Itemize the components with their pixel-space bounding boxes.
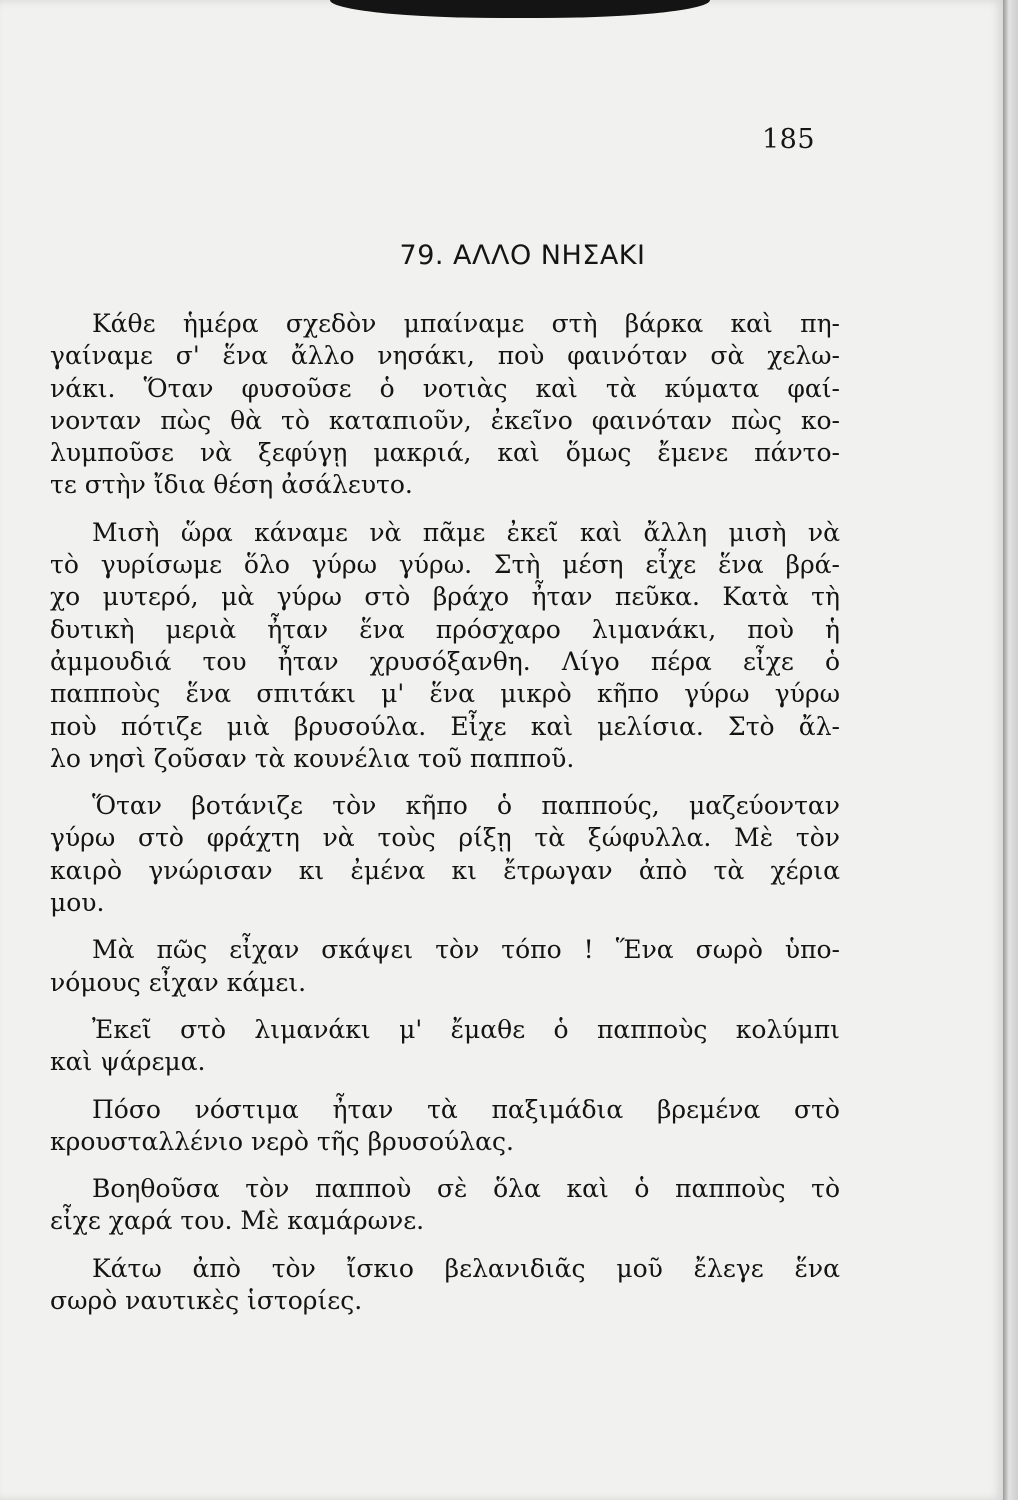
text-line: ἀμμουδιά του ἦταν χρυσόξανθη. Λίγο πέρα εἶχε ὁ (50, 646, 840, 676)
text-line: Ὅταν βοτάνιζε τὸν κῆπο ὁ παππούς, μαζεύονταν (92, 791, 840, 821)
paragraph (50, 1014, 840, 1079)
paragraph (50, 1173, 840, 1238)
text-line: χο μυτερό, μὰ γύρω στὸ βράχο ἦταν πεῦκα. Κατὰ τὴ (50, 582, 840, 612)
paragraph (50, 1253, 840, 1318)
text-line: Ἐκεῖ στὸ λιμανάκι μ' ἔμαθε ὁ παπποὺς κολύμπι (92, 1014, 840, 1044)
text-line: Πόσο νόστιμα ἦταν τὰ παξιμάδια βρεμένα στὸ (92, 1094, 840, 1124)
text-line: Βοηθοῦσα τὸν παπποὺ σὲ ὅλα καὶ ὁ παπποὺς τὸ (92, 1174, 840, 1204)
binding-shadow (330, 0, 710, 18)
text-line: Μισὴ ὥρα κάναμε νὰ πᾶμε ἐκεῖ καὶ ἄλλη μισὴ νὰ (92, 517, 840, 547)
text-line: Κάθε ἡμέρα σχεδὸν μπαίναμε στὴ βάρκα καὶ πη- (92, 309, 840, 338)
text-line: Κάτω ἀπὸ τὸν ἴσκιο βελανιδιᾶς μοῦ ἔλεγε ἕνα (92, 1253, 840, 1283)
text-line: νάκι. Ὅταν φυσοῦσε ὁ νοτιὰς καὶ τὰ κύματα φαί- (50, 373, 840, 403)
text-line: γαίναμε σ' ἕνα ἄλλο νησάκι, ποὺ φαινόταν σὰ χελω- (50, 341, 840, 371)
text-line: νόμους εἶχαν κάμει. (50, 967, 307, 997)
text-line: σωρὸ ναυτικὲς ἱστορίες. (50, 1286, 363, 1316)
text-line: κρουσταλλένιο νερὸ τῆς βρυσούλας. (50, 1126, 514, 1156)
paragraph (50, 308, 840, 502)
text-line: λο νησὶ ζοῦσαν τὰ κουνέλια τοῦ παπποῦ. (50, 743, 575, 773)
text-line: καὶ ψάρεμα. (50, 1047, 206, 1077)
body-text (50, 308, 840, 1332)
text-line: δυτικὴ μεριὰ ἦταν ἕνα πρόσχαρο λιμανάκι, ποὺ ἡ (50, 614, 840, 644)
text-line: ποὺ πότιζε μιὰ βρυσούλα. Εἶχε καὶ μελίσια. Στὸ ἄλ- (50, 711, 840, 741)
text-line: νονταν πὼς θὰ τὸ καταπιοῦν, ἐκεῖνο φαινόταν πὼς κο- (50, 405, 840, 435)
page-number: 185 (762, 124, 816, 155)
paragraph (50, 934, 840, 999)
text-line: λυμποῦσε νὰ ξεφύγῃ μακριά, καὶ ὅμως ἔμενε πάντο- (50, 438, 840, 468)
text-line: γύρω στὸ φράχτη νὰ τοὺς ρίξῃ τὰ ξώφυλλα. Μὲ τὸν (50, 823, 840, 853)
paragraph (50, 790, 840, 919)
page-edge (1003, 0, 1018, 1500)
text-line: τε στὴν ἴδια θέση ἀσάλευτο. (50, 470, 413, 500)
text-line: Μὰ πῶς εἶχαν σκάψει τὸν τόπο ! Ἕνα σωρὸ ὑπο- (92, 935, 840, 965)
chapter-heading: 79. ΑΛΛΟ ΝΗΣΑΚΙ (399, 240, 646, 271)
paragraph (50, 1094, 840, 1159)
text-line: τὸ γυρίσωμε ὅλο γύρω γύρω. Στὴ μέση εἶχε ἕνα βρά- (50, 550, 840, 580)
text-line: καιρὸ γνώρισαν κι ἐμένα κι ἔτρωγαν ἀπὸ τὰ χέρια (50, 855, 840, 885)
text-line: εἶχε χαρά του. Μὲ καμάρωνε. (50, 1206, 425, 1236)
paragraph (50, 517, 840, 775)
text-line: παπποὺς ἕνα σπιτάκι μ' ἕνα μικρὸ κῆπο γύρω γύρω (50, 679, 840, 709)
text-line: μου. (50, 888, 105, 918)
